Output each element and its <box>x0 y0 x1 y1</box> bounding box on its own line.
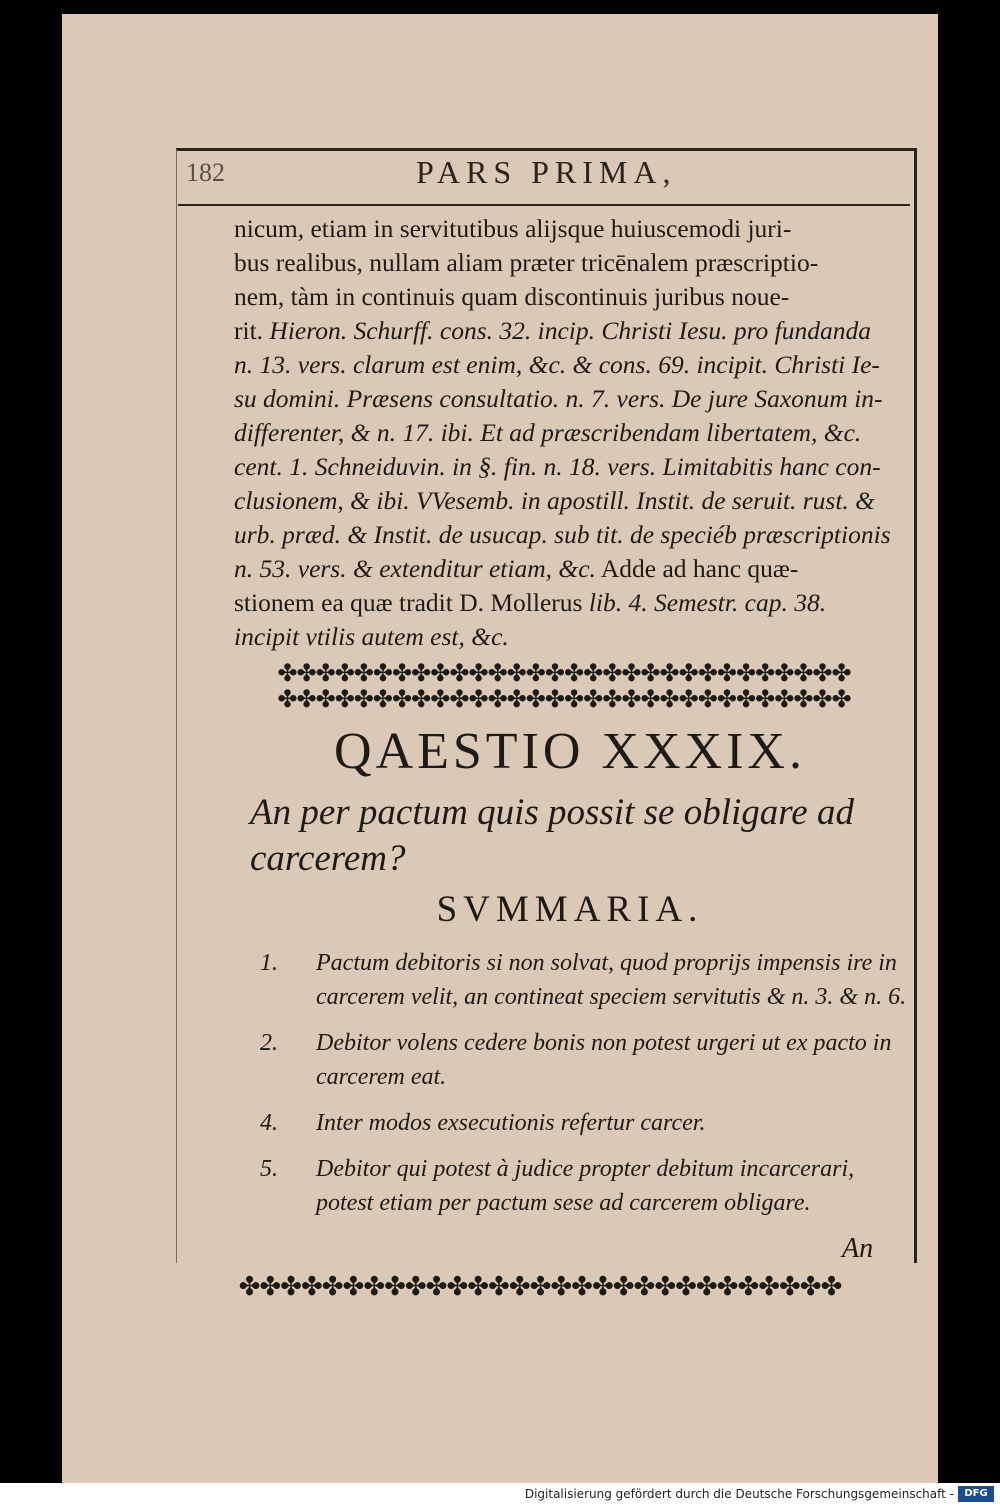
text-segment: rit. <box>234 316 264 345</box>
text-line <box>234 314 906 348</box>
summary-item-number: 2. <box>260 1030 278 1056</box>
summary-item-text: Pactum debitoris si non solvat, quod proprijs impensis ire in carcerem velit, an contineat speciem servitutis & n. 3. & n. 6. <box>316 950 907 1010</box>
funding-notice: Digitalisierung gefördert durch die Deutsche Forschungsgemeinschaft - <box>524 1487 954 1501</box>
ornament-row: ✤✤✤✤✤✤✤✤✤✤✤✤✤✤✤✤✤✤✤✤✤✤✤✤✤✤✤✤✤✤ <box>277 660 851 687</box>
summaria-list <box>260 946 910 1232</box>
summary-item-text: Debitor qui potest à judice propter debitum incarcerari, potest etiam per pactum sese ad carcerem obligare. <box>316 1156 855 1216</box>
citation: lib. 4. Semestr. cap. 38. <box>588 588 827 617</box>
summary-item-text: Inter modos exsecutionis refertur carcer. <box>316 1110 706 1136</box>
citation-line: differenter, & n. 17. ibi. Et ad præscribendam libertatem, &c. <box>234 418 862 447</box>
citation-line: clusionem, & ibi. VVesemb. in apostill. Instit. de seruit. rust. & <box>234 486 876 515</box>
summaria-heading: SVMMARIA. <box>436 889 704 930</box>
summary-item-number: 4. <box>260 1110 278 1136</box>
citation: n. 53. vers. & extenditur etiam, &c. <box>234 554 596 583</box>
running-title: PARS PRIMA, <box>416 154 677 190</box>
digitization-footer <box>0 1483 1000 1507</box>
body-text <box>234 212 906 654</box>
text-segment: stionem ea quæ tradit D. Mollerus <box>234 588 583 617</box>
header-rule <box>178 204 910 206</box>
text-line <box>234 552 906 586</box>
ornament-row: ✤✤✤✤✤✤✤✤✤✤✤✤✤✤✤✤✤✤✤✤✤✤✤✤✤✤✤✤✤✤ <box>277 685 851 712</box>
text-line: bus realibus, nullam aliam præter tricēnalem præscriptio- <box>234 248 819 277</box>
summary-item <box>260 946 910 1014</box>
dfg-logo: DFG <box>958 1486 994 1502</box>
citation: Hieron. Schurff. cons. 32. incip. Christi Iesu. pro fundanda <box>269 316 872 345</box>
summary-item <box>260 1026 910 1094</box>
citation-line: su domini. Præsens consultatio. n. 7. vers. De jure Saxonum in- <box>234 384 883 413</box>
citation-line: n. 13. vers. clarum est enim, &c. & cons. 69. incipit. Christi Ie- <box>234 350 880 379</box>
ornament-band-top <box>234 660 894 712</box>
text-line <box>234 586 906 620</box>
citation-line: cent. 1. Schneiduvin. in §. fin. n. 18. vers. Limitabitis hanc con- <box>234 452 881 481</box>
summary-item <box>260 1106 910 1140</box>
text-line: nicum, etiam in servitutibus alijsque huiuscemodi juri- <box>234 214 792 243</box>
question-subtitle: An per pactum quis possit se obligare ad carcerem? <box>250 792 854 879</box>
text-line: nem, tàm in continuis quam discontinuis juribus noue- <box>234 282 790 311</box>
running-header <box>186 152 906 196</box>
citation-line: urb. præd. & Instit. de usucap. sub tit. de speciéb præscriptionis <box>234 520 891 549</box>
summary-item <box>260 1152 910 1220</box>
question-title: QAESTIO XXXIX. <box>334 723 806 780</box>
citation-line: incipit vtilis autem est, &c. <box>234 622 509 651</box>
catchword: An <box>842 1233 874 1264</box>
summary-item-text: Debitor volens cedere bonis non potest urgeri ut ex pacto in carcerem eat. <box>316 1030 892 1090</box>
text-segment: Adde ad hanc quæ- <box>600 554 799 583</box>
summary-item-number: 5. <box>260 1156 278 1182</box>
ornament-band-bottom: ✤✤✤✤✤✤✤✤✤✤✤✤✤✤✤✤✤✤✤✤✤✤✤✤✤✤✤✤✤ <box>238 1272 842 1302</box>
summary-item-number: 1. <box>260 950 278 976</box>
page-number: 182 <box>186 158 225 187</box>
